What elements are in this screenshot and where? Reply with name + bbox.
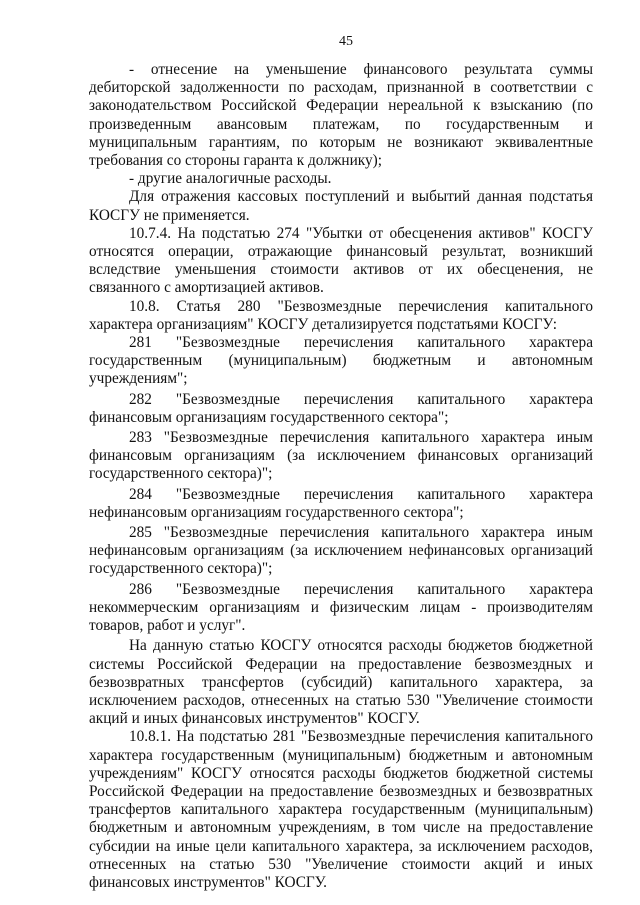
subarticle-282: 282 "Безвозмездные перечисления капитального характера финансовым организациям государственного сектора"; xyxy=(89,390,593,426)
paragraph-10-8: 10.8. Статья 280 "Безвозмездные перечисления капитального характера организациям" КОСГУ детализируется подстатьями КОСГУ: xyxy=(89,297,593,333)
subarticle-283: 283 "Безвозмездные перечисления капитального характера иным финансовым организациям (за исключением финансовых организаций государственного сектора)"; xyxy=(89,429,593,483)
page-number: 45 xyxy=(339,34,353,49)
paragraph-10-8-1: 10.8.1. На подстатью 281 "Безвозмездные перечисления капитального характера государственным (муниципальным) бюджетным и автономным учреждениям" КОСГУ относятся расходы бюджетов бюджетной системы Российской Федерации на предоставление безвозмездных и безвозвратных трансфертов капитального характера государственным (муниципальным) бюджетным и автономным учреждениям, в том числе на предоставление субсидии на иные цели капитального характера, за исключением расходов, отнесенных на статью 530 "Увеличение стоимости акций и иных финансовых инструментов" КОСГУ. xyxy=(89,728,593,891)
paragraph-10-7-4: 10.7.4. На подстатью 274 "Убытки от обесценения активов" КОСГУ относятся операции, отражающие финансовый результат, возникший вследствие уменьшения стоимости активов от их обесценения, не связанного с амортизацией активов. xyxy=(89,224,593,297)
subarticle-284: 284 "Безвозмездные перечисления капитального характера нефинансовым организациям государственного сектора"; xyxy=(89,485,593,521)
subarticle-281: 281 "Безвозмездные перечисления капитального характера государственным (муниципальным) бюджетным и автономным учреждениям"; xyxy=(89,334,593,388)
paragraph-receivables-writeoff: - отнесение на уменьшение финансового результата суммы дебиторской задолженности по расходам, признанной в соответствии с законодательством Российской Федерации нереальной к взысканию (по произведенным авансовым платежам, по государственным и муниципальным гарантиям, по которым не возникают эквивалентные требования со стороны гаранта к должнику); xyxy=(89,61,593,170)
paragraph-article-scope: На данную статью КОСГУ относятся расходы бюджетов бюджетной системы Российской Федерации на предоставление безвозмездных и безвозвратных трансфертов (субсидий) капитального характера, за исключением расходов, отнесенных на статью 530 "Увеличение стоимости акций и иных финансовых инструментов" КОСГУ. xyxy=(89,637,593,728)
paragraph-other-expenses: - другие аналогичные расходы. xyxy=(129,170,332,188)
paragraph-cash-not-applied: Для отражения кассовых поступлений и выбытий данная подстатья КОСГУ не применяется. xyxy=(89,188,593,224)
subarticle-286: 286 "Безвозмездные перечисления капитального характера некоммерческим организациям и физическим лицам - производителям товаров, работ и услуг". xyxy=(89,580,593,635)
document-body xyxy=(89,61,593,892)
subarticle-285: 285 "Безвозмездные перечисления капитального характера иным нефинансовым организациям (за исключением нефинансовых организаций государственного сектора)"; xyxy=(89,524,593,578)
